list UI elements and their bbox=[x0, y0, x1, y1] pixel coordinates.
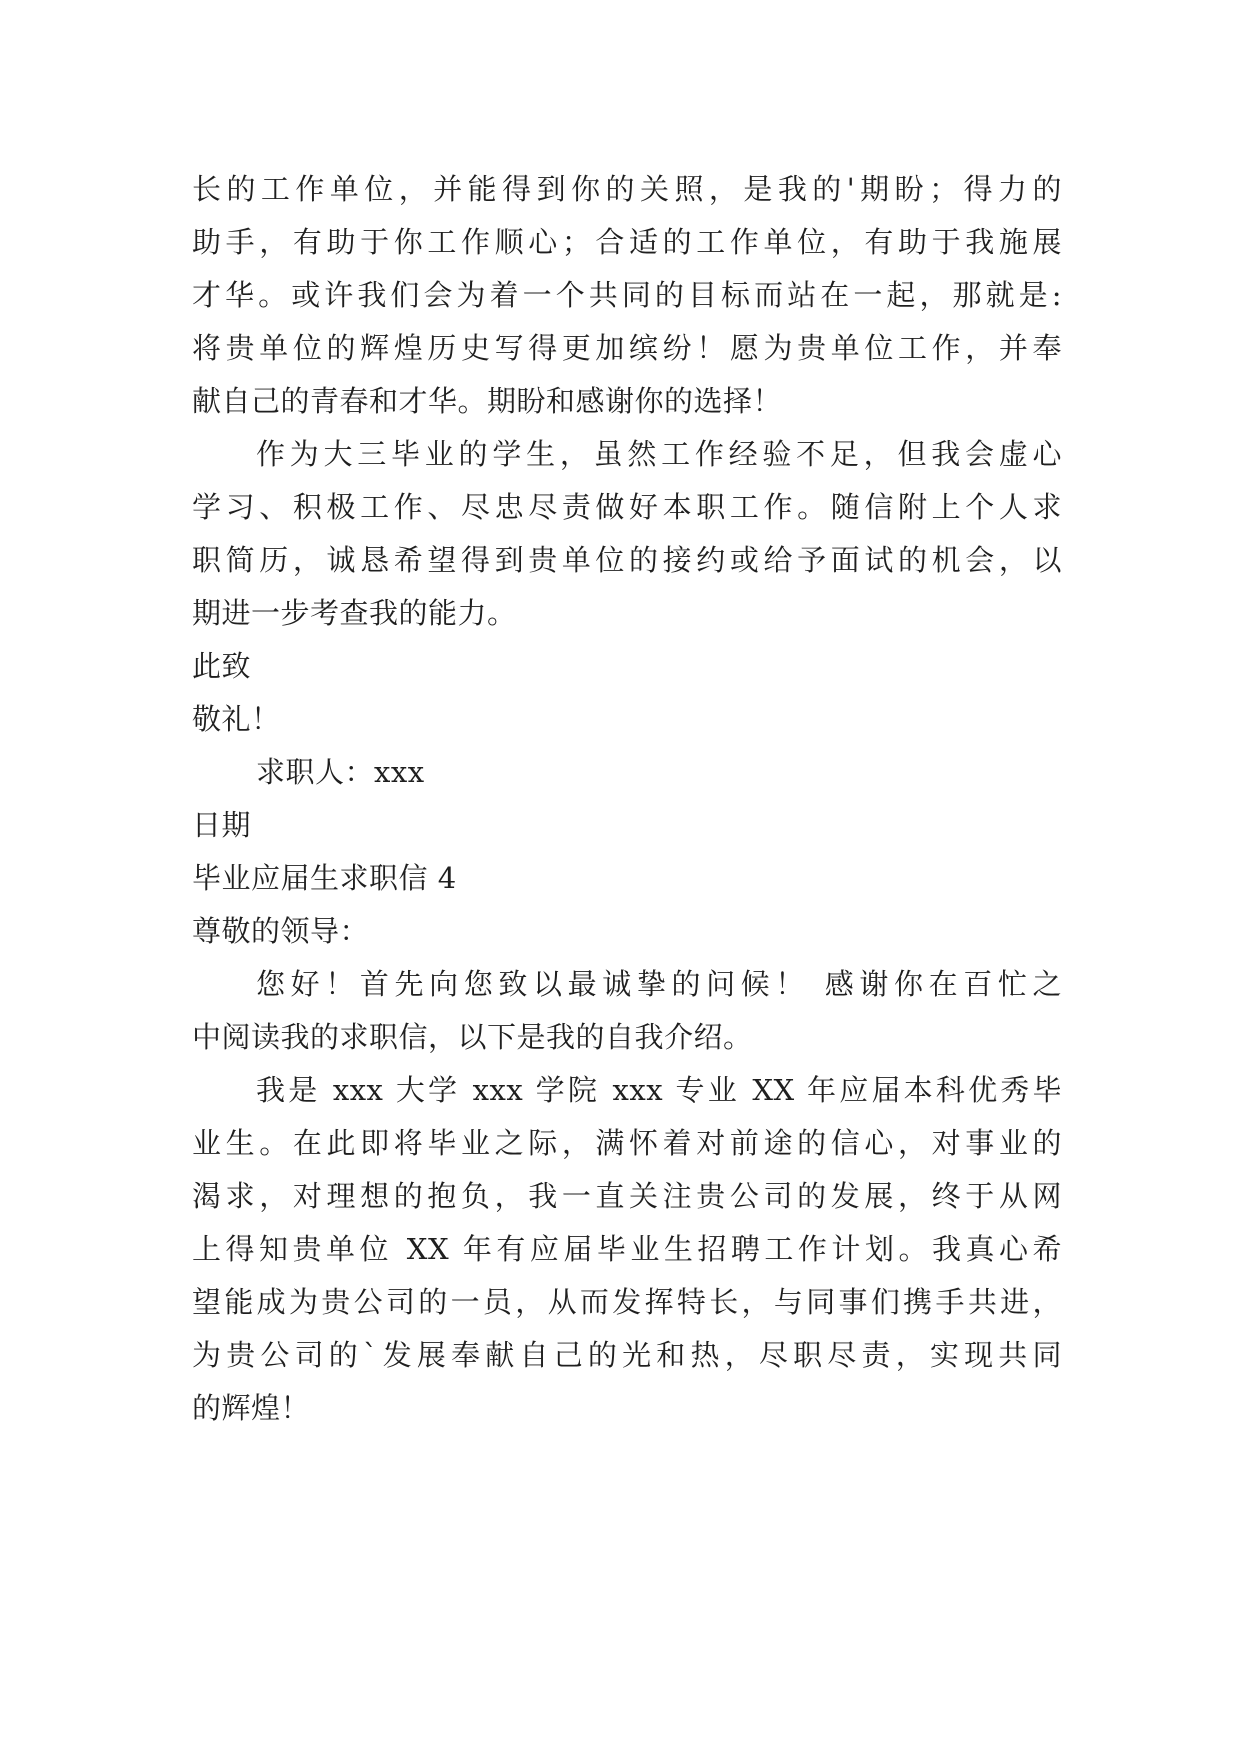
paragraph-first-line: 您好！首先向您致以最诚挚的问候！ 感谢你在百忙之 bbox=[256, 967, 1062, 1001]
text-line: 中阅读我的求职信，以下是我的自我介绍。 bbox=[192, 1020, 753, 1054]
text-line: 期进一步考查我的能力。 bbox=[192, 596, 517, 630]
text-line: 业生。在此即将毕业之际，满怀着对前途的信心，对事业的 bbox=[192, 1126, 1062, 1160]
greeting: 尊敬的领导： bbox=[192, 914, 370, 948]
date-label: 日期 bbox=[192, 808, 252, 842]
text-line: 的辉煌！ bbox=[192, 1391, 311, 1425]
text-line: 助手，有助于你工作顺心；合适的工作单位，有助于我施展 bbox=[192, 225, 1062, 259]
text-line: 为贵公司的`发展奉献自己的光和热，尽职尽责，实现共同 bbox=[192, 1338, 1062, 1372]
paragraph-first-line: 作为大三毕业的学生，虽然工作经验不足，但我会虚心 bbox=[256, 437, 1062, 471]
section-title: 毕业应届生求职信 4 bbox=[192, 861, 457, 895]
text-line: 望能成为贵公司的一员，从而发挥特长，与同事们携手共进， bbox=[192, 1285, 1062, 1319]
closing-regards: 敬礼！ bbox=[192, 702, 281, 736]
text-line: 上得知贵单位 XX 年有应届毕业生招聘工作计划。我真心希 bbox=[192, 1232, 1062, 1266]
text-line: 学习、积极工作、尽忠尽责做好本职工作。随信附上个人求 bbox=[192, 490, 1062, 524]
closing-salutation: 此致 bbox=[192, 649, 252, 683]
text-line: 职简历，诚恳希望得到贵单位的接约或给予面试的机会，以 bbox=[192, 543, 1062, 577]
applicant-signature: 求职人：xxx bbox=[256, 755, 425, 789]
text-line: 长的工作单位，并能得到你的关照，是我的'期盼；得力的 bbox=[192, 172, 1062, 206]
text-line: 才华。或许我们会为着一个共同的目标而站在一起，那就是: bbox=[192, 278, 1062, 312]
text-line: 献自己的青春和才华。期盼和感谢你的选择！ bbox=[192, 384, 783, 418]
paragraph-first-line: 我是 xxx 大学 xxx 学院 xxx 专业 XX 年应届本科优秀毕 bbox=[256, 1073, 1062, 1107]
text-line: 将贵单位的辉煌历史写得更加缤纷！愿为贵单位工作，并奉 bbox=[192, 331, 1062, 365]
text-line: 渴求，对理想的抱负，我一直关注贵公司的发展，终于从网 bbox=[192, 1179, 1062, 1213]
